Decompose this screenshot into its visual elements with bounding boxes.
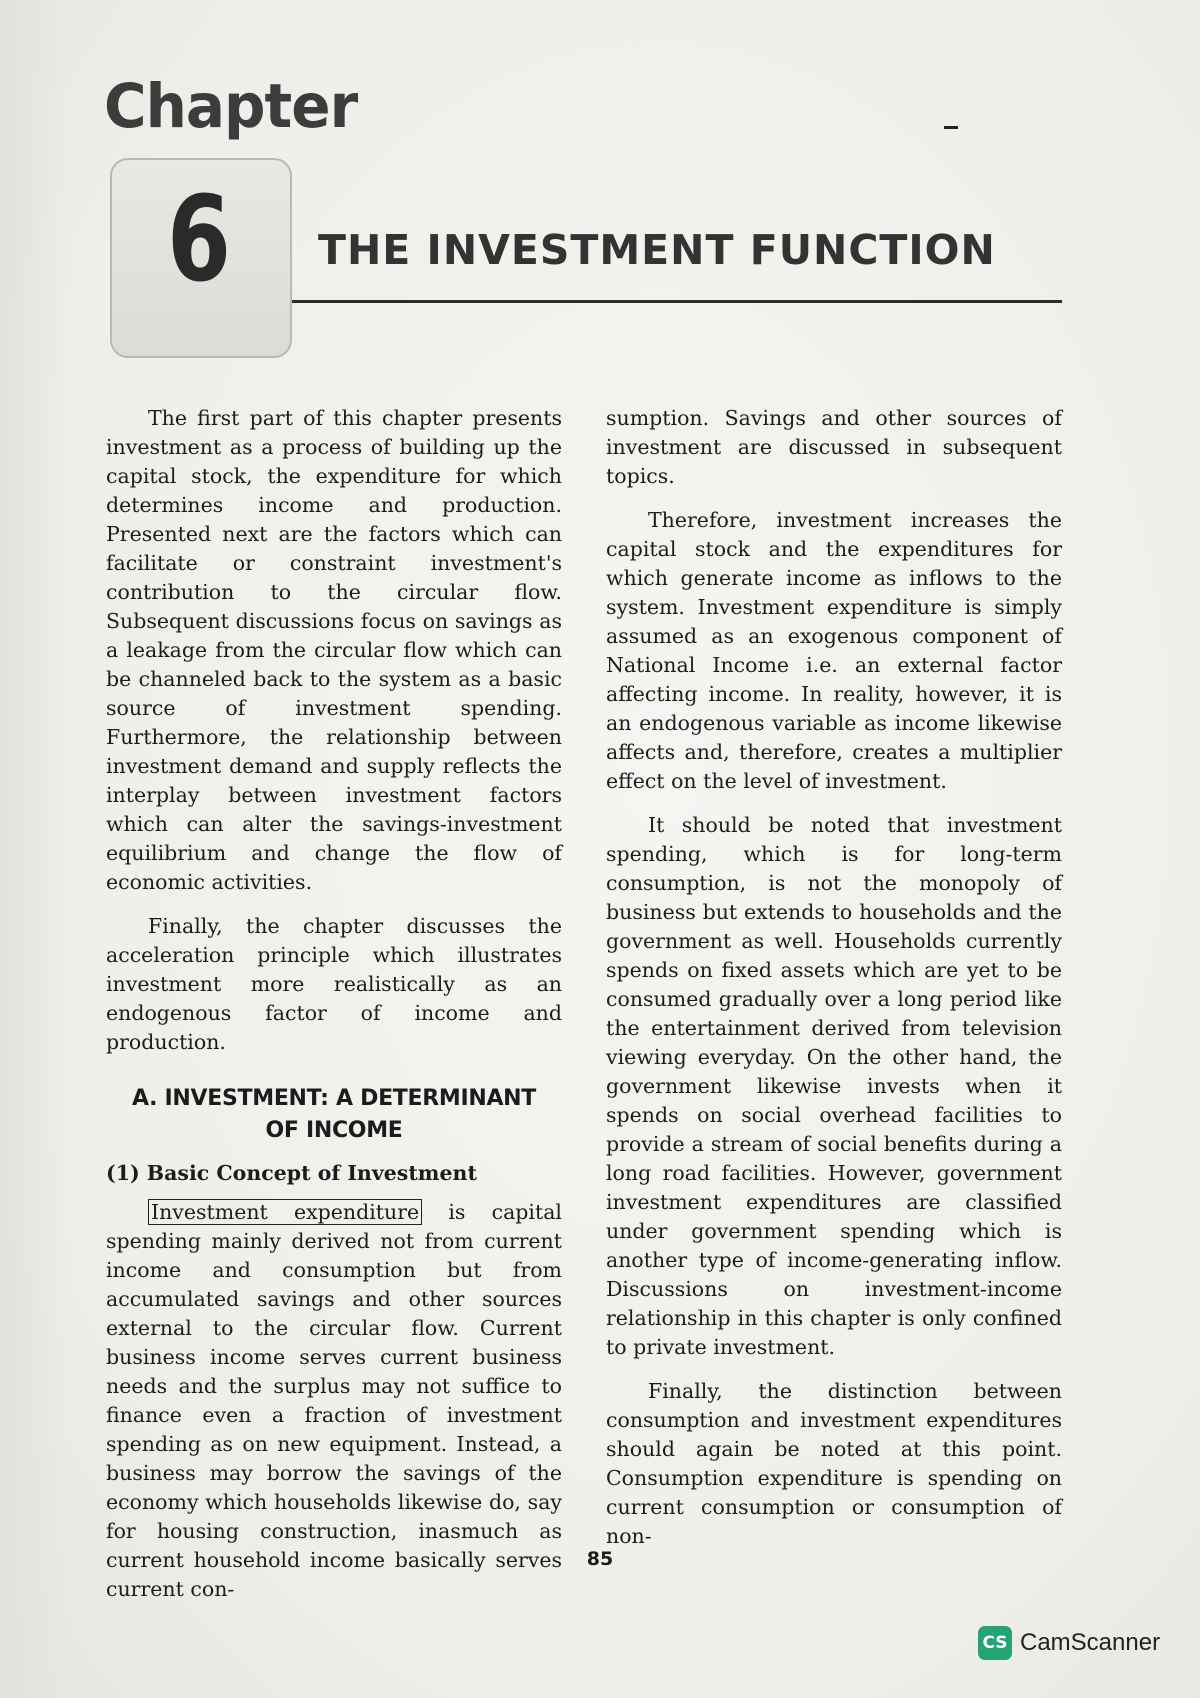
camscanner-watermark [978,1626,1160,1660]
camscanner-name: CamScanner [1020,1629,1161,1656]
paragraph: Finally, the chapter discusses the acceleration principle which illustrates investment more realistically as an endogenous factor of income and production. [106,914,562,1054]
camscanner-logo-icon: CS [978,1626,1012,1660]
section-heading-line: OF INCOME [265,1118,403,1143]
subsection-heading: (1) Basic Concept of Investment [106,1161,477,1185]
paragraph: The first part of this chapter presents investment as a process of building up the capital stock, the expenditure for which determines income and production. Presented next are the factors which can facilitate or constraint investment's contribution to the circular flow. Subsequent discussions focus on savings as a leakage from the circular flow which can be channeled back to the system as a basic source of investment spending. Furthermore, the relationship between investment demand and supply reflects the interplay between investment factors which can alter the savings-investment equilibrium and change the flow of economic activities. [106,406,562,894]
section-heading [106,1083,562,1147]
page-number: 85 [586,1548,614,1570]
paragraph: sumption. Savings and other sources of investment are discussed in subsequent topics. [606,406,1062,488]
binding-shadow [0,0,70,1698]
chapter-label: Chapter [104,70,358,142]
left-column [106,404,562,1619]
paragraph [106,1198,562,1604]
chapter-number: 6 [166,170,232,308]
paragraph: It should be noted that investment spending, which is for long-term consumption, is not the monopoly of business but extends to households and the government as well. Households currently spends on fixed assets which are yet to be consumed gradually over a long period like the entertainment derived from television viewing everyday. On the other hand, the government likewise invests when it spends on social overhead facilities to provide a stream of social benefits during a long road facilities. However, government investment expenditures are classified under government spending which is another type of income-generating inflow. Discussions on investment-income relationship in this chapter is only confined to private investment. [606,813,1062,1359]
section-heading-line: A. INVESTMENT: A DETERMINANT [131,1086,537,1111]
paragraph: Finally, the distinction between consumption and investment expenditures should again be noted at this point. Consumption expenditure is spending on current consumption or consumption of non- [606,1379,1062,1548]
title-rule [292,300,1062,303]
paragraph-text: is capital spending mainly derived not from current income and consumption but from accumulated savings and other sources external to the circular flow. Current business income serves current business needs and the surplus may not suffice to finance even a fraction of investment spending as on new equipment. Instead, a business may borrow the savings of the economy which households likewise do, say for housing construction, inasmuch as current household income basically serves current con- [106,1200,562,1601]
chapter-title: THE INVESTMENT FUNCTION [318,226,996,274]
paragraph: Therefore, investment increases the capital stock and the expenditures for which generate income as inflows to the system. Investment expenditure is simply assumed as an exogenous component of National Income i.e. an external factor affecting income. In reality, however, it is an endogenous variable as income likewise affects and, therefore, creates a multiplier effect on the level of investment. [606,508,1062,793]
right-column [606,404,1062,1566]
stray-mark [944,126,958,129]
boxed-term: Investment expenditure [148,1199,422,1225]
